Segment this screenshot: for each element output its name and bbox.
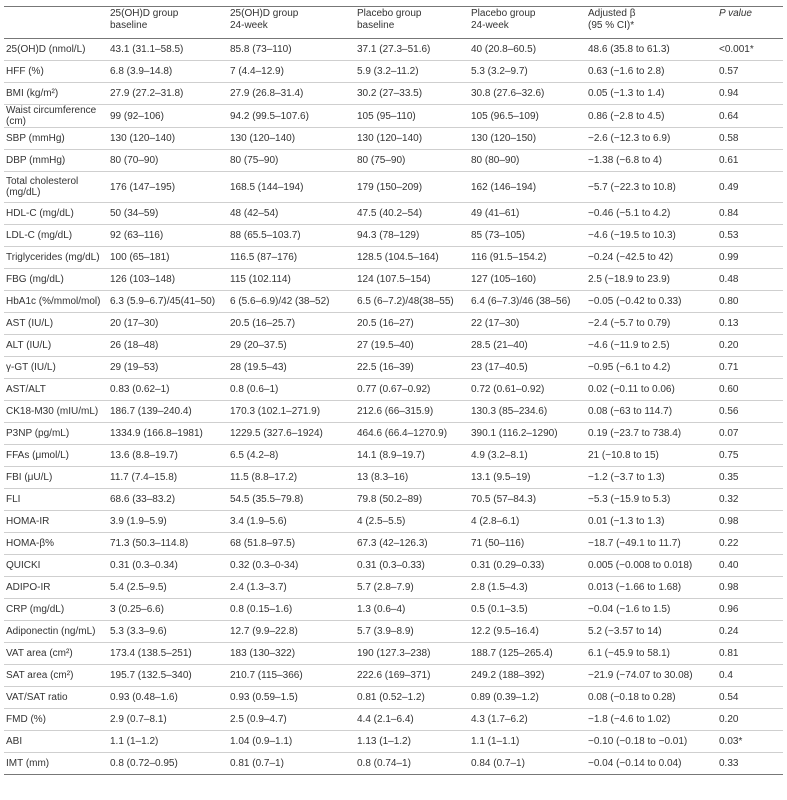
row-label: SAT area (cm²) <box>4 665 108 687</box>
header-cell-adjusted-beta <box>586 7 717 39</box>
row-label: VAT area (cm²) <box>4 643 108 665</box>
cell-placebo-baseline: 30.2 (27–33.5) <box>355 83 469 105</box>
table-row <box>4 621 783 643</box>
cell-placebo-24week: 49 (41–61) <box>469 203 586 225</box>
cell-placebo-baseline: 4.4 (2.1–6.4) <box>355 709 469 731</box>
cell-placebo-24week: 0.84 (0.7–1) <box>469 753 586 775</box>
table-row <box>4 709 783 731</box>
cell-ohd-24week: 6.5 (4.2–8) <box>228 445 355 467</box>
cell-ohd-baseline: 5.4 (2.5–9.5) <box>108 577 228 599</box>
row-label: QUICKI <box>4 555 108 577</box>
cell-placebo-baseline: 5.9 (3.2–11.2) <box>355 61 469 83</box>
header-line1: Placebo group <box>357 8 422 19</box>
cell-adjusted-beta: −1.8 (−4.6 to 1.02) <box>586 709 717 731</box>
row-label: FFAs (μmol/L) <box>4 445 108 467</box>
cell-p-value: 0.49 <box>717 172 783 203</box>
cell-ohd-24week: 12.7 (9.9–22.8) <box>228 621 355 643</box>
cell-p-value: 0.03* <box>717 731 783 753</box>
cell-adjusted-beta: −1.2 (−3.7 to 1.3) <box>586 467 717 489</box>
cell-ohd-baseline: 92 (63–116) <box>108 225 228 247</box>
cell-ohd-baseline: 0.31 (0.3–0.34) <box>108 555 228 577</box>
cell-ohd-baseline: 99 (92–106) <box>108 105 228 128</box>
row-label: CRP (mg/dL) <box>4 599 108 621</box>
cell-p-value: 0.20 <box>717 709 783 731</box>
cell-ohd-baseline: 176 (147–195) <box>108 172 228 203</box>
row-label: ALT (IU/L) <box>4 335 108 357</box>
cell-placebo-baseline: 0.77 (0.67–0.92) <box>355 379 469 401</box>
cell-placebo-baseline: 212.6 (66–315.9) <box>355 401 469 423</box>
cell-placebo-baseline: 13 (8.3–16) <box>355 467 469 489</box>
cell-ohd-baseline: 195.7 (132.5–340) <box>108 665 228 687</box>
cell-adjusted-beta: −0.46 (−5.1 to 4.2) <box>586 203 717 225</box>
cell-placebo-24week: 188.7 (125–265.4) <box>469 643 586 665</box>
cell-ohd-baseline: 2.9 (0.7–8.1) <box>108 709 228 731</box>
cell-placebo-24week: 28.5 (21–40) <box>469 335 586 357</box>
cell-placebo-baseline: 5.7 (3.9–8.9) <box>355 621 469 643</box>
cell-adjusted-beta: −21.9 (−74.07 to 30.08) <box>586 665 717 687</box>
table-row <box>4 599 783 621</box>
cell-ohd-24week: 2.4 (1.3–3.7) <box>228 577 355 599</box>
cell-ohd-24week: 0.32 (0.3–0-34) <box>228 555 355 577</box>
cell-placebo-24week: 249.2 (188–392) <box>469 665 586 687</box>
table-row <box>4 489 783 511</box>
cell-ohd-24week: 183 (130–322) <box>228 643 355 665</box>
cell-p-value: 0.98 <box>717 511 783 533</box>
cell-p-value: 0.56 <box>717 401 783 423</box>
cell-p-value: 0.07 <box>717 423 783 445</box>
row-label: CK18-M30 (mIU/mL) <box>4 401 108 423</box>
row-label: HOMA-β% <box>4 533 108 555</box>
row-label: γ-GT (IU/L) <box>4 357 108 379</box>
table-row <box>4 467 783 489</box>
cell-placebo-24week: 390.1 (116.2–1290) <box>469 423 586 445</box>
row-label: FMD (%) <box>4 709 108 731</box>
cell-ohd-baseline: 6.8 (3.9–14.8) <box>108 61 228 83</box>
header-line1: Adjusted β <box>588 8 636 19</box>
cell-p-value: 0.80 <box>717 291 783 313</box>
cell-adjusted-beta: 0.86 (−2.8 to 4.5) <box>586 105 717 128</box>
cell-p-value: 0.4 <box>717 665 783 687</box>
cell-placebo-baseline: 79.8 (50.2–89) <box>355 489 469 511</box>
cell-placebo-24week: 1.1 (1–1.1) <box>469 731 586 753</box>
cell-ohd-baseline: 29 (19–53) <box>108 357 228 379</box>
cell-ohd-baseline: 0.93 (0.48–1.6) <box>108 687 228 709</box>
cell-placebo-baseline: 0.31 (0.3–0.33) <box>355 555 469 577</box>
cell-placebo-24week: 6.4 (6–7.3)/46 (38–56) <box>469 291 586 313</box>
cell-adjusted-beta: −0.05 (−0.42 to 0.33) <box>586 291 717 313</box>
table-row <box>4 83 783 105</box>
row-label: LDL-C (mg/dL) <box>4 225 108 247</box>
cell-placebo-baseline: 105 (95–110) <box>355 105 469 128</box>
cell-placebo-24week: 71 (50–116) <box>469 533 586 555</box>
cell-p-value: 0.60 <box>717 379 783 401</box>
cell-p-value: 0.40 <box>717 555 783 577</box>
cell-ohd-baseline: 27.9 (27.2–31.8) <box>108 83 228 105</box>
table-row <box>4 335 783 357</box>
cell-placebo-baseline: 1.3 (0.6–4) <box>355 599 469 621</box>
row-label: HOMA-IR <box>4 511 108 533</box>
results-table <box>4 6 783 775</box>
table-row <box>4 247 783 269</box>
cell-ohd-24week: 0.8 (0.15–1.6) <box>228 599 355 621</box>
cell-p-value: 0.81 <box>717 643 783 665</box>
row-label: VAT/SAT ratio <box>4 687 108 709</box>
cell-p-value: 0.64 <box>717 105 783 128</box>
cell-placebo-baseline: 22.5 (16–39) <box>355 357 469 379</box>
cell-p-value: 0.58 <box>717 128 783 150</box>
cell-adjusted-beta: 6.1 (−45.9 to 58.1) <box>586 643 717 665</box>
row-label: Waist circumference (cm) <box>4 105 108 128</box>
cell-ohd-baseline: 3.9 (1.9–5.9) <box>108 511 228 533</box>
cell-adjusted-beta: 0.19 (−23.7 to 738.4) <box>586 423 717 445</box>
cell-placebo-baseline: 47.5 (40.2–54) <box>355 203 469 225</box>
cell-placebo-baseline: 6.5 (6–7.2)/48(38–55) <box>355 291 469 313</box>
cell-ohd-baseline: 130 (120–140) <box>108 128 228 150</box>
cell-ohd-baseline: 0.8 (0.72–0.95) <box>108 753 228 775</box>
cell-ohd-baseline: 71.3 (50.3–114.8) <box>108 533 228 555</box>
header-cell-ohd-baseline <box>108 7 228 39</box>
cell-ohd-24week: 115 (102.114) <box>228 269 355 291</box>
cell-placebo-baseline: 130 (120–140) <box>355 128 469 150</box>
row-label: ADIPO-IR <box>4 577 108 599</box>
cell-adjusted-beta: −1.38 (−6.8 to 4) <box>586 150 717 172</box>
cell-adjusted-beta: −18.7 (−49.1 to 11.7) <box>586 533 717 555</box>
cell-placebo-baseline: 94.3 (78–129) <box>355 225 469 247</box>
table-row <box>4 555 783 577</box>
cell-placebo-baseline: 37.1 (27.3–51.6) <box>355 39 469 61</box>
cell-placebo-24week: 2.8 (1.5–4.3) <box>469 577 586 599</box>
cell-p-value: 0.53 <box>717 225 783 247</box>
cell-ohd-baseline: 0.83 (0.62–1) <box>108 379 228 401</box>
cell-adjusted-beta: −0.04 (−0.14 to 0.04) <box>586 753 717 775</box>
table-row <box>4 511 783 533</box>
cell-placebo-24week: 0.31 (0.29–0.33) <box>469 555 586 577</box>
table-header <box>4 7 783 39</box>
cell-adjusted-beta: 0.005 (−0.008 to 0.018) <box>586 555 717 577</box>
header-line2: (95 % CI)* <box>588 20 635 31</box>
cell-placebo-24week: 4 (2.8–6.1) <box>469 511 586 533</box>
table-row <box>4 39 783 61</box>
row-label: IMT (mm) <box>4 753 108 775</box>
cell-ohd-24week: 27.9 (26.8–31.4) <box>228 83 355 105</box>
row-label: HFF (%) <box>4 61 108 83</box>
cell-placebo-baseline: 27 (19.5–40) <box>355 335 469 357</box>
cell-p-value: 0.35 <box>717 467 783 489</box>
cell-placebo-baseline: 0.8 (0.74–1) <box>355 753 469 775</box>
cell-ohd-baseline: 3 (0.25–6.6) <box>108 599 228 621</box>
cell-adjusted-beta: −2.4 (−5.7 to 0.79) <box>586 313 717 335</box>
cell-placebo-baseline: 14.1 (8.9–19.7) <box>355 445 469 467</box>
cell-placebo-baseline: 80 (75–90) <box>355 150 469 172</box>
table-row <box>4 203 783 225</box>
table-body <box>4 39 783 775</box>
cell-placebo-24week: 130 (120–150) <box>469 128 586 150</box>
table-row <box>4 128 783 150</box>
cell-adjusted-beta: 0.05 (−1.3 to 1.4) <box>586 83 717 105</box>
cell-ohd-baseline: 26 (18–48) <box>108 335 228 357</box>
cell-p-value: 0.48 <box>717 269 783 291</box>
row-label: Adiponectin (ng/mL) <box>4 621 108 643</box>
table-row <box>4 533 783 555</box>
table-row <box>4 753 783 775</box>
cell-adjusted-beta: 0.63 (−1.6 to 2.8) <box>586 61 717 83</box>
cell-ohd-24week: 94.2 (99.5–107.6) <box>228 105 355 128</box>
cell-placebo-baseline: 124 (107.5–154) <box>355 269 469 291</box>
cell-ohd-baseline: 126 (103–148) <box>108 269 228 291</box>
cell-ohd-24week: 29 (20–37.5) <box>228 335 355 357</box>
cell-adjusted-beta: −5.3 (−15.9 to 5.3) <box>586 489 717 511</box>
cell-ohd-24week: 28 (19.5–43) <box>228 357 355 379</box>
cell-placebo-24week: 0.72 (0.61–0.92) <box>469 379 586 401</box>
table-row <box>4 291 783 313</box>
cell-placebo-24week: 30.8 (27.6–32.6) <box>469 83 586 105</box>
cell-adjusted-beta: 0.01 (−1.3 to 1.3) <box>586 511 717 533</box>
cell-placebo-baseline: 179 (150–209) <box>355 172 469 203</box>
header-row <box>4 7 783 39</box>
cell-adjusted-beta: −4.6 (−19.5 to 10.3) <box>586 225 717 247</box>
cell-placebo-24week: 80 (80–90) <box>469 150 586 172</box>
table-row <box>4 445 783 467</box>
cell-ohd-baseline: 5.3 (3.3–9.6) <box>108 621 228 643</box>
cell-placebo-24week: 162 (146–194) <box>469 172 586 203</box>
cell-ohd-24week: 48 (42–54) <box>228 203 355 225</box>
cell-adjusted-beta: 2.5 (−18.9 to 23.9) <box>586 269 717 291</box>
cell-placebo-24week: 0.5 (0.1–3.5) <box>469 599 586 621</box>
header-cell-ohd-24week <box>228 7 355 39</box>
cell-placebo-24week: 85 (73–105) <box>469 225 586 247</box>
cell-p-value: 0.54 <box>717 687 783 709</box>
row-label: P3NP (pg/mL) <box>4 423 108 445</box>
cell-ohd-24week: 0.8 (0.6–1) <box>228 379 355 401</box>
cell-adjusted-beta: −0.95 (−6.1 to 4.2) <box>586 357 717 379</box>
header-line1: Placebo group <box>471 8 536 19</box>
cell-ohd-24week: 3.4 (1.9–5.6) <box>228 511 355 533</box>
cell-ohd-24week: 20.5 (16–25.7) <box>228 313 355 335</box>
table-row <box>4 687 783 709</box>
cell-placebo-baseline: 1.13 (1–1.2) <box>355 731 469 753</box>
cell-ohd-baseline: 1334.9 (166.8–1981) <box>108 423 228 445</box>
table-row <box>4 423 783 445</box>
row-label: AST/ALT <box>4 379 108 401</box>
cell-ohd-24week: 54.5 (35.5–79.8) <box>228 489 355 511</box>
row-label: Total cholesterol (mg/dL) <box>4 172 108 203</box>
row-label: FLI <box>4 489 108 511</box>
cell-placebo-baseline: 67.3 (42–126.3) <box>355 533 469 555</box>
row-label: HbA1c (%/mmol/mol) <box>4 291 108 313</box>
cell-placebo-baseline: 4 (2.5–5.5) <box>355 511 469 533</box>
cell-adjusted-beta: 0.08 (−63 to 114.7) <box>586 401 717 423</box>
cell-p-value: 0.24 <box>717 621 783 643</box>
row-label: HDL-C (mg/dL) <box>4 203 108 225</box>
cell-p-value: 0.71 <box>717 357 783 379</box>
table-row <box>4 269 783 291</box>
cell-adjusted-beta: −0.04 (−1.6 to 1.5) <box>586 599 717 621</box>
cell-ohd-24week: 1229.5 (327.6–1924) <box>228 423 355 445</box>
cell-ohd-baseline: 100 (65–181) <box>108 247 228 269</box>
header-cell-placebo-24week <box>469 7 586 39</box>
table-row <box>4 665 783 687</box>
cell-adjusted-beta: 0.02 (−0.11 to 0.06) <box>586 379 717 401</box>
cell-p-value: 0.33 <box>717 753 783 775</box>
cell-ohd-24week: 80 (75–90) <box>228 150 355 172</box>
header-line1: P value <box>719 8 752 19</box>
cell-placebo-baseline: 222.6 (169–371) <box>355 665 469 687</box>
cell-p-value: 0.98 <box>717 577 783 599</box>
cell-p-value: <0.001* <box>717 39 783 61</box>
table-row <box>4 172 783 203</box>
cell-placebo-24week: 0.89 (0.39–1.2) <box>469 687 586 709</box>
table-row <box>4 643 783 665</box>
cell-ohd-24week: 2.5 (0.9–4.7) <box>228 709 355 731</box>
header-line2: 24-week <box>471 20 509 31</box>
cell-adjusted-beta: −0.10 (−0.18 to −0.01) <box>586 731 717 753</box>
cell-placebo-24week: 12.2 (9.5–16.4) <box>469 621 586 643</box>
cell-ohd-baseline: 6.3 (5.9–6.7)/45(41–50) <box>108 291 228 313</box>
cell-adjusted-beta: −2.6 (−12.3 to 6.9) <box>586 128 717 150</box>
cell-ohd-baseline: 68.6 (33–83.2) <box>108 489 228 511</box>
cell-ohd-baseline: 20 (17–30) <box>108 313 228 335</box>
cell-placebo-baseline: 20.5 (16–27) <box>355 313 469 335</box>
cell-adjusted-beta: −4.6 (−11.9 to 2.5) <box>586 335 717 357</box>
cell-placebo-baseline: 128.5 (104.5–164) <box>355 247 469 269</box>
cell-p-value: 0.20 <box>717 335 783 357</box>
cell-adjusted-beta: 0.08 (−0.18 to 0.28) <box>586 687 717 709</box>
row-label: 25(OH)D (nmol/L) <box>4 39 108 61</box>
cell-placebo-24week: 105 (96.5–109) <box>469 105 586 128</box>
cell-placebo-24week: 116 (91.5–154.2) <box>469 247 586 269</box>
cell-p-value: 0.13 <box>717 313 783 335</box>
cell-ohd-24week: 168.5 (144–194) <box>228 172 355 203</box>
row-label: DBP (mmHg) <box>4 150 108 172</box>
cell-ohd-24week: 0.93 (0.59–1.5) <box>228 687 355 709</box>
header-line1: 25(OH)D group <box>230 8 299 19</box>
table-row <box>4 105 783 128</box>
cell-ohd-24week: 88 (65.5–103.7) <box>228 225 355 247</box>
cell-ohd-24week: 130 (120–140) <box>228 128 355 150</box>
table-row <box>4 313 783 335</box>
cell-ohd-24week: 170.3 (102.1–271.9) <box>228 401 355 423</box>
cell-ohd-24week: 1.04 (0.9–1.1) <box>228 731 355 753</box>
cell-placebo-24week: 23 (17–40.5) <box>469 357 586 379</box>
cell-adjusted-beta: 0.013 (−1.66 to 1.68) <box>586 577 717 599</box>
cell-p-value: 0.22 <box>717 533 783 555</box>
cell-ohd-baseline: 1.1 (1–1.2) <box>108 731 228 753</box>
cell-placebo-24week: 127 (105–160) <box>469 269 586 291</box>
header-line1: 25(OH)D group <box>110 8 179 19</box>
cell-adjusted-beta: 21 (−10.8 to 15) <box>586 445 717 467</box>
table-row <box>4 731 783 753</box>
cell-placebo-baseline: 190 (127.3–238) <box>355 643 469 665</box>
header-line2: baseline <box>357 20 395 31</box>
cell-ohd-baseline: 173.4 (138.5–251) <box>108 643 228 665</box>
cell-placebo-baseline: 5.7 (2.8–7.9) <box>355 577 469 599</box>
cell-p-value: 0.57 <box>717 61 783 83</box>
cell-p-value: 0.99 <box>717 247 783 269</box>
cell-placebo-24week: 5.3 (3.2–9.7) <box>469 61 586 83</box>
cell-placebo-baseline: 464.6 (66.4–1270.9) <box>355 423 469 445</box>
cell-placebo-baseline: 0.81 (0.52–1.2) <box>355 687 469 709</box>
cell-ohd-24week: 6 (5.6–6.9)/42 (38–52) <box>228 291 355 313</box>
cell-adjusted-beta: −0.24 (−42.5 to 42) <box>586 247 717 269</box>
cell-ohd-24week: 0.81 (0.7–1) <box>228 753 355 775</box>
header-line2: baseline <box>110 20 148 31</box>
cell-placebo-24week: 70.5 (57–84.3) <box>469 489 586 511</box>
cell-p-value: 0.61 <box>717 150 783 172</box>
table-row <box>4 379 783 401</box>
cell-p-value: 0.96 <box>717 599 783 621</box>
cell-ohd-24week: 7 (4.4–12.9) <box>228 61 355 83</box>
row-label: SBP (mmHg) <box>4 128 108 150</box>
cell-ohd-baseline: 43.1 (31.1–58.5) <box>108 39 228 61</box>
cell-ohd-baseline: 186.7 (139–240.4) <box>108 401 228 423</box>
cell-placebo-24week: 130.3 (85–234.6) <box>469 401 586 423</box>
cell-adjusted-beta: 5.2 (−3.57 to 14) <box>586 621 717 643</box>
header-cell-placebo-baseline <box>355 7 469 39</box>
row-label: FBG (mg/dL) <box>4 269 108 291</box>
cell-ohd-baseline: 11.7 (7.4–15.8) <box>108 467 228 489</box>
row-label: ABI <box>4 731 108 753</box>
cell-placebo-24week: 22 (17–30) <box>469 313 586 335</box>
cell-ohd-baseline: 80 (70–90) <box>108 150 228 172</box>
cell-placebo-24week: 13.1 (9.5–19) <box>469 467 586 489</box>
row-label: AST (IU/L) <box>4 313 108 335</box>
row-label: Triglycerides (mg/dL) <box>4 247 108 269</box>
row-label: FBI (μU/L) <box>4 467 108 489</box>
cell-p-value: 0.94 <box>717 83 783 105</box>
header-cell-p-value <box>717 7 783 39</box>
cell-ohd-24week: 85.8 (73–110) <box>228 39 355 61</box>
cell-ohd-24week: 68 (51.8–97.5) <box>228 533 355 555</box>
cell-ohd-24week: 116.5 (87–176) <box>228 247 355 269</box>
cell-placebo-24week: 40 (20.8–60.5) <box>469 39 586 61</box>
cell-p-value: 0.84 <box>717 203 783 225</box>
row-label: BMI (kg/m²) <box>4 83 108 105</box>
cell-adjusted-beta: 48.6 (35.8 to 61.3) <box>586 39 717 61</box>
table-row <box>4 577 783 599</box>
cell-ohd-24week: 11.5 (8.8–17.2) <box>228 467 355 489</box>
cell-p-value: 0.32 <box>717 489 783 511</box>
table-row <box>4 357 783 379</box>
cell-ohd-baseline: 50 (34–59) <box>108 203 228 225</box>
cell-p-value: 0.75 <box>717 445 783 467</box>
table-row <box>4 401 783 423</box>
header-cell-label <box>4 7 108 39</box>
cell-ohd-baseline: 13.6 (8.8–19.7) <box>108 445 228 467</box>
cell-adjusted-beta: −5.7 (−22.3 to 10.8) <box>586 172 717 203</box>
cell-placebo-24week: 4.3 (1.7–6.2) <box>469 709 586 731</box>
table-row <box>4 225 783 247</box>
table-row <box>4 150 783 172</box>
header-line2: 24-week <box>230 20 268 31</box>
cell-ohd-24week: 210.7 (115–366) <box>228 665 355 687</box>
table-row <box>4 61 783 83</box>
cell-placebo-24week: 4.9 (3.2–8.1) <box>469 445 586 467</box>
